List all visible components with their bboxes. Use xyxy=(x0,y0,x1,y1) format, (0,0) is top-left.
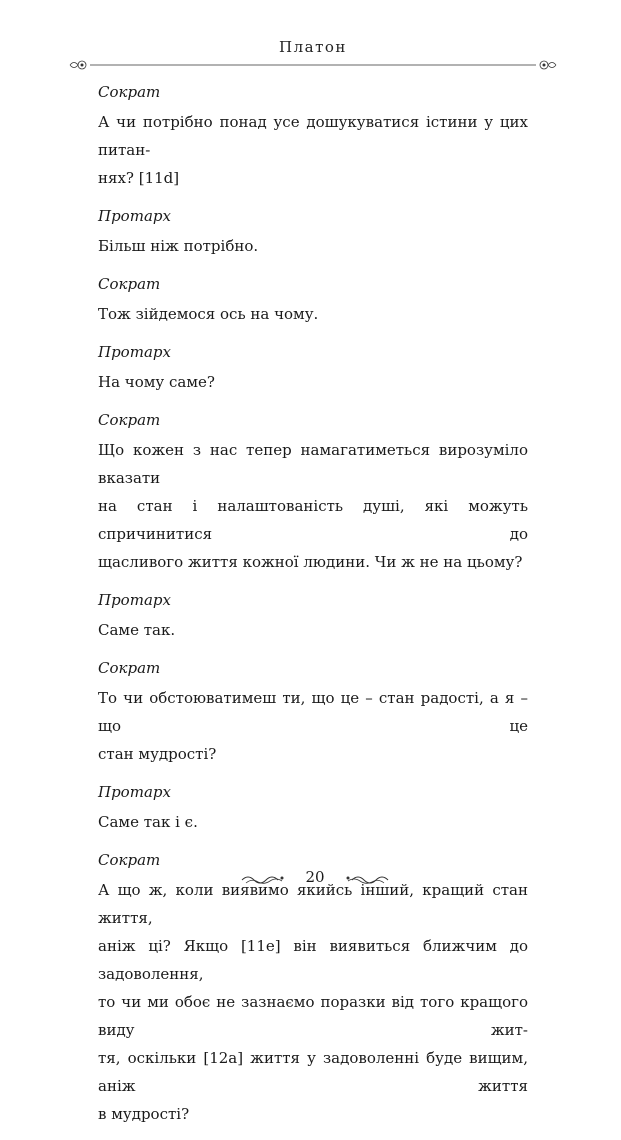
text-line: щасливого життя кожної людини. Чи ж не на цьому? xyxy=(98,553,523,571)
dialogue-block xyxy=(98,408,528,576)
dialogue-block xyxy=(98,204,528,260)
page-number: 20 xyxy=(305,868,325,886)
text-line: стан мудрості? xyxy=(98,745,217,763)
ornamental-rule-icon xyxy=(68,59,558,71)
text-line: А що ж, коли виявимо якийсь інший, кращий стан життя, xyxy=(98,881,528,927)
dialogue-block xyxy=(98,272,528,328)
header-title: Платон xyxy=(279,38,347,56)
text-line: нях? [11d] xyxy=(98,169,180,187)
dialogue-block xyxy=(98,656,528,768)
dialogue-block xyxy=(98,780,528,836)
dialogue-block xyxy=(98,340,528,396)
text-line: тя, оскільки [12a] життя у задоволенні буде вищим, аніж життя xyxy=(98,1049,528,1095)
running-header xyxy=(68,30,558,70)
text-line: На чому саме? xyxy=(98,373,215,391)
speaker-name: Протарх xyxy=(98,591,171,609)
text-line: Саме так. xyxy=(98,621,176,639)
text-line: то чи ми обоє не зазнаємо поразки від того кращого виду жит- xyxy=(98,993,528,1039)
dialogue-text xyxy=(98,80,528,1140)
text-line: Що кожен з нас тепер намагатиметься вирозуміло вказати xyxy=(98,441,528,487)
right-flourish-icon xyxy=(345,872,390,886)
text-line: аніж ці? Якщо [11e] він виявиться ближчим до задоволення, xyxy=(98,937,528,983)
speaker-name: Сократ xyxy=(98,659,161,677)
text-line: на стан і налаштованість душі, які можуть спричинитися до xyxy=(98,497,528,543)
text-line: То чи обстоюватимеш ти, що це – стан радості, а я – що це xyxy=(98,689,528,735)
text-line: в мудрості? xyxy=(98,1105,190,1123)
text-line: Більш ніж потрібно. xyxy=(98,237,259,255)
page-footer xyxy=(240,868,390,892)
dialogue-block xyxy=(98,80,528,192)
speaker-name: Протарх xyxy=(98,783,171,801)
text-line: Саме так і є. xyxy=(98,813,198,831)
speaker-name: Протарх xyxy=(98,207,171,225)
speaker-name: Сократ xyxy=(98,83,161,101)
speaker-name: Сократ xyxy=(98,851,161,869)
text-line: А чи потрібно понад усе дошукуватися істини у цих питан- xyxy=(98,113,528,159)
speaker-name: Сократ xyxy=(98,411,161,429)
dialogue-block xyxy=(98,588,528,644)
speaker-name: Протарх xyxy=(98,343,171,361)
text-line: Тож зійдемося ось на чому. xyxy=(98,305,319,323)
speaker-name: Сократ xyxy=(98,275,161,293)
